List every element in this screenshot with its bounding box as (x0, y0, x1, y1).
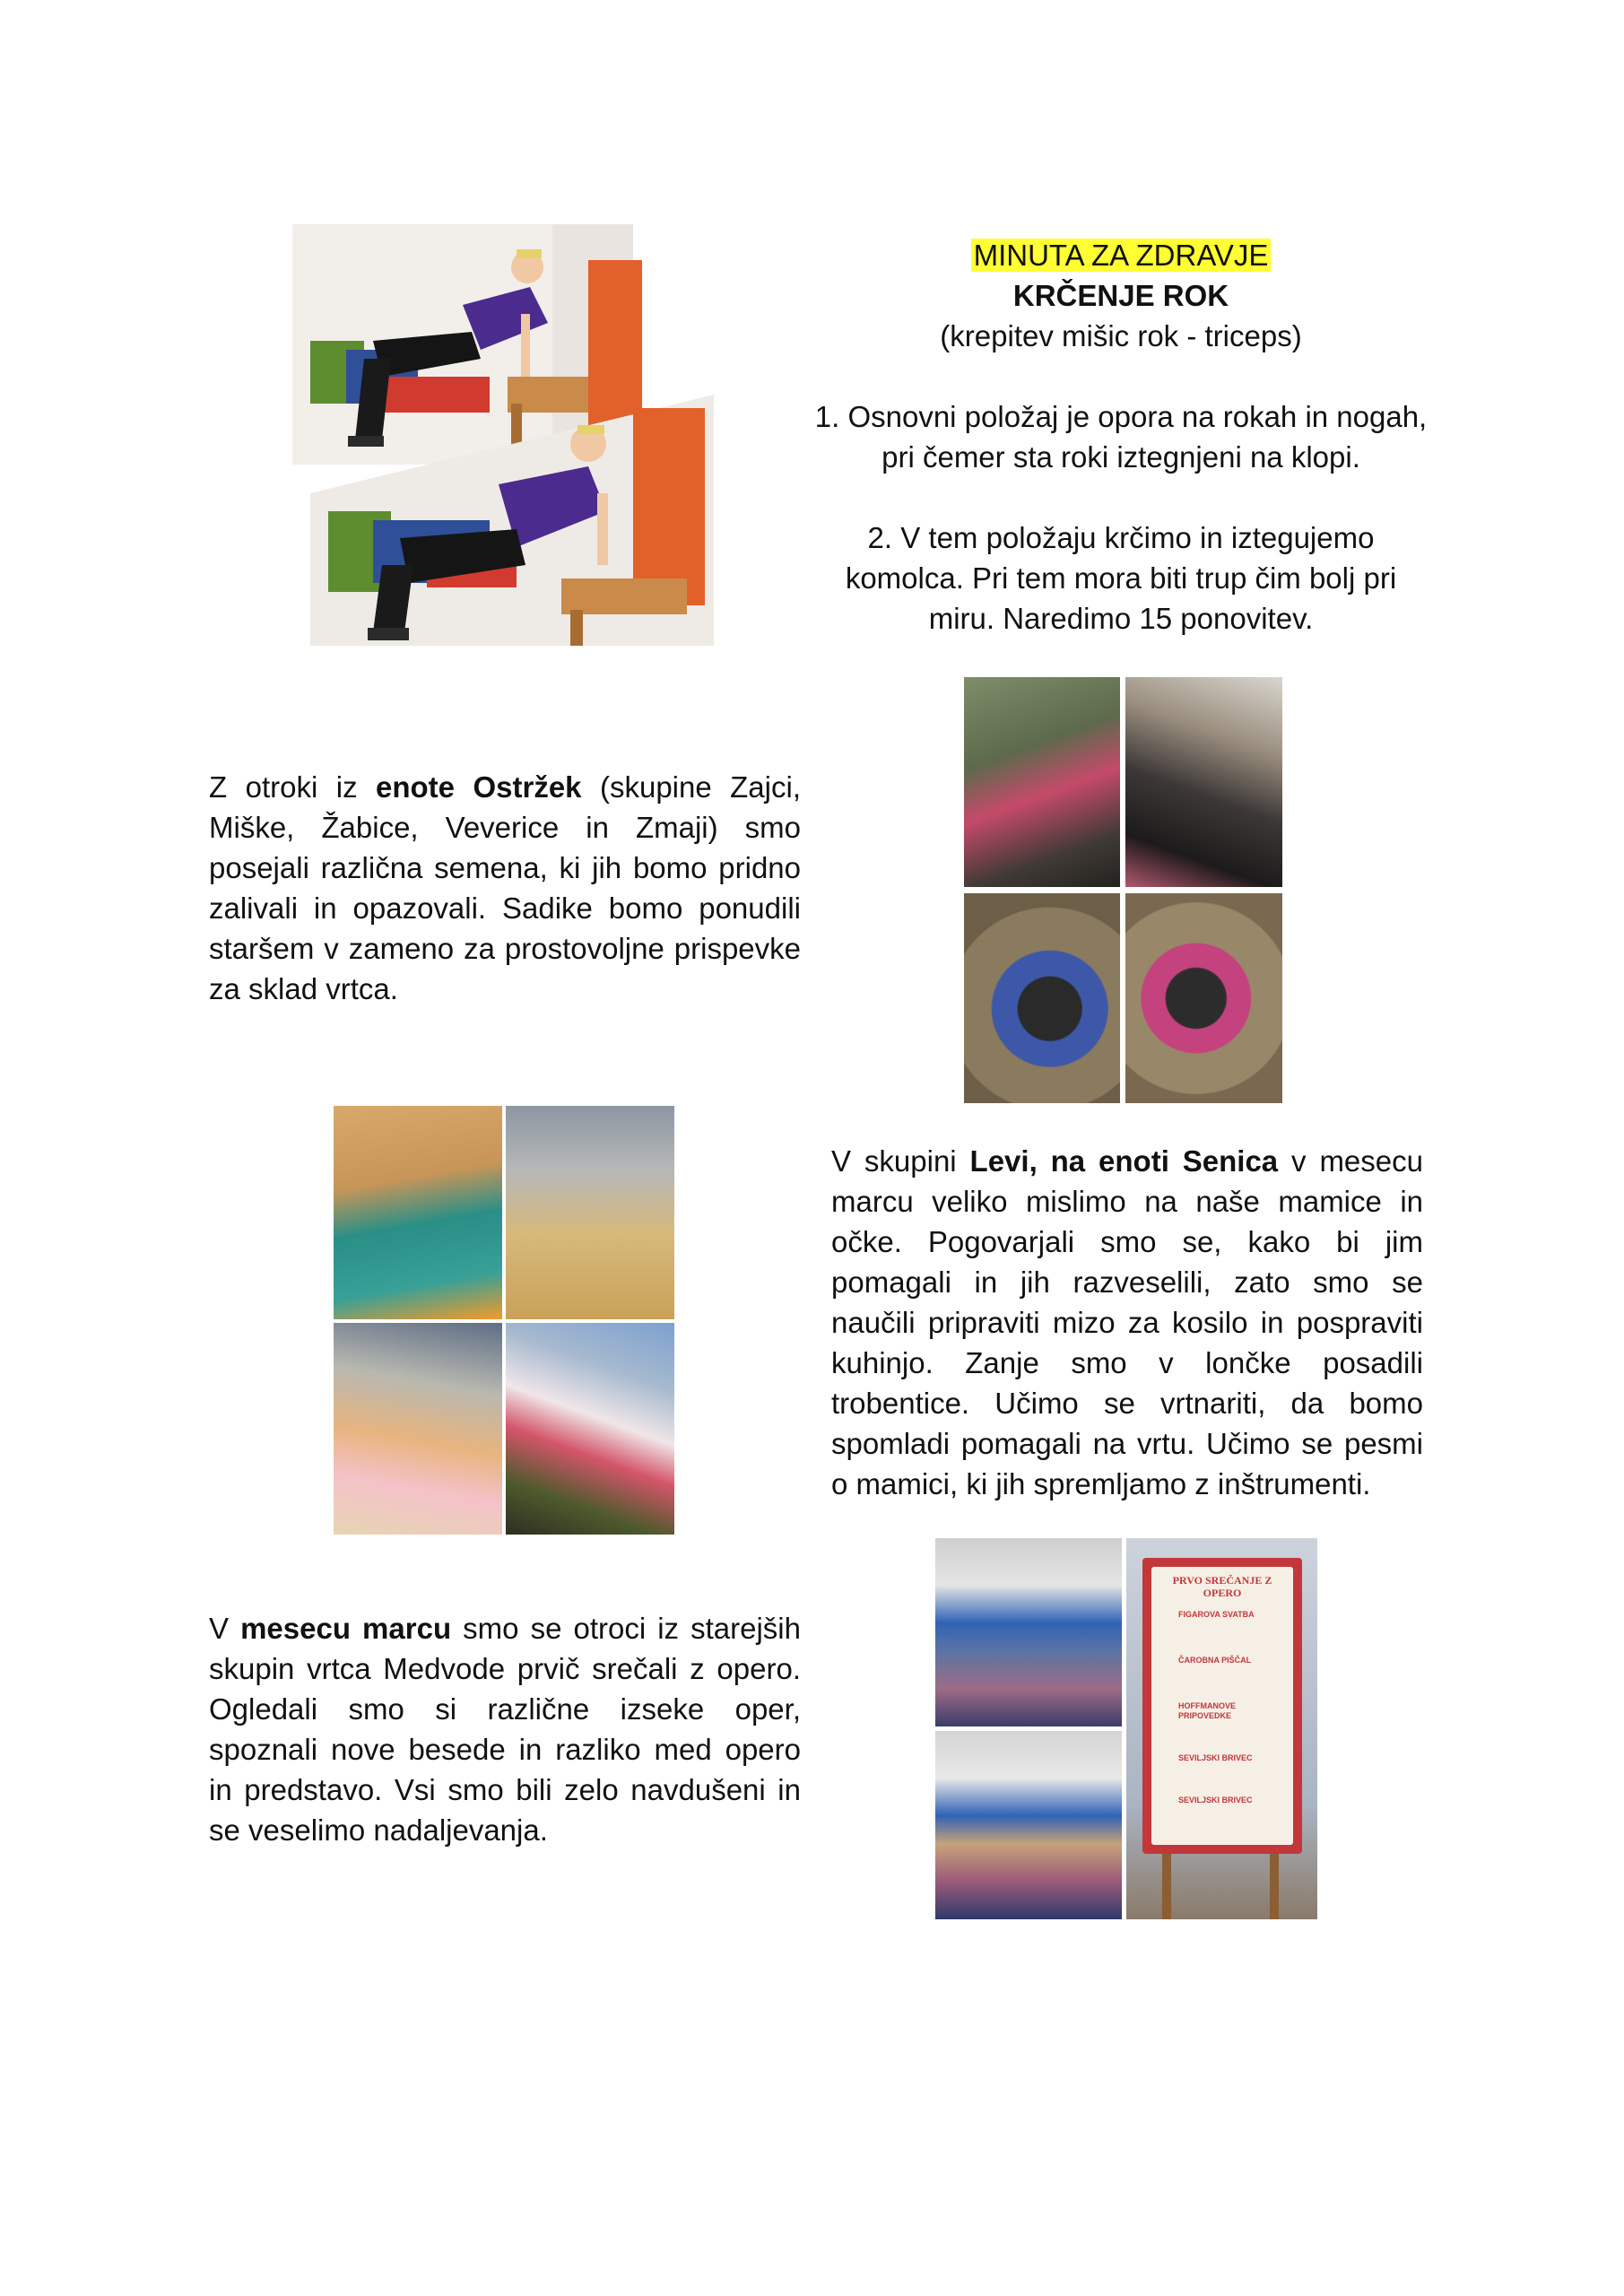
poster-item-1: FIGAROVA SVATBA (1178, 1610, 1255, 1619)
opera-photo-1 (935, 1538, 1122, 1726)
ostrzek-prefix: Z otroki iz (209, 770, 377, 804)
opera-prefix: V (209, 1612, 241, 1645)
opera-paragraph (209, 1608, 801, 1850)
exercise-text-block (812, 235, 1430, 639)
ostrzek-bold: enote Ostržek (376, 770, 582, 804)
senica-photo-4 (506, 1323, 674, 1535)
ostrzek-text: (skupine Zajci, Miške, Žabice, Veverice in Zmaji) smo posejali različna semena, ki jih bomo pridno zalivali in opazovali. Sadike bomo ponudili staršem v zameno za prostovoljne prispevke za sklad vrtca. (209, 770, 801, 1005)
seeds-photo-4 (1125, 893, 1282, 1103)
exercise-heading: MINUTA ZA ZDRAVJE (971, 239, 1272, 272)
opera-poster-title: PRVO SREČANJE Z OPERO (1172, 1574, 1272, 1599)
senica-photo-3 (334, 1323, 502, 1535)
seeds-photo-3 (964, 893, 1120, 1103)
exercise-step-2: 2. V tem položaju krčimo in iztegujemo komolca. Pri tem mora biti trup čim bolj pri miru. Naredimo 15 ponovitev. (845, 521, 1397, 635)
opera-text: smo se otroci iz starejših skupin vrtca Medvode prvič srečali z opero. Ogledali smo si različne izseke oper, spoznali nove besede in razliko med opero in predstavo. Vsi smo bili zelo navdušeni in se veselimo nadaljevanja. (209, 1612, 801, 1847)
senica-bold: Levi, na enoti Senica (969, 1144, 1279, 1178)
senica-text: v mesecu marcu veliko mislimo na naše mamice in očke. Pogovarjali smo se, kako bi jim pomagali in jih razveselili, zato smo se naučili pripraviti mizo za kosilo in pospraviti kuhinjo. Zanje smo v lončke posadili trobentice. Učimo se vrtnariti, da bomo spomladi pomagali na vrtu. Učimo se pesmi o mamici, ki jih spremljamo z inštrumenti. (831, 1144, 1423, 1500)
opera-collage (935, 1538, 1317, 1919)
seeds-photo-1 (964, 677, 1120, 887)
exercise-step-1: 1. Osnovni položaj je opora na rokah in nogah, pri čemer sta roki iztegnjeni na klopi. (814, 400, 1428, 474)
opera-poster-inner (1151, 1567, 1293, 1845)
poster-easel-leg-left (1162, 1854, 1171, 1919)
opera-photo-2 (935, 1731, 1122, 1919)
senica-collage (334, 1106, 674, 1535)
poster-item-2: ČAROBNA PIŠČAL (1178, 1656, 1252, 1665)
poster-item-3: HOFFMANOVE PRIPOVEDKE (1178, 1701, 1236, 1720)
poster-item-5: SEVILJSKI BRIVEC (1178, 1796, 1253, 1805)
poster-item-4: SEVILJSKI BRIVEC (1178, 1753, 1253, 1762)
exercise-photo-graphic (292, 224, 714, 646)
exercise-subtitle: (krepitev mišic rok - triceps) (940, 319, 1302, 352)
senica-paragraph (831, 1141, 1423, 1504)
exercise-title: KRČENJE ROK (1012, 279, 1229, 312)
opera-poster-photo (1126, 1538, 1317, 1919)
exercise-photo (292, 224, 714, 646)
senica-photo-1 (334, 1106, 502, 1319)
senica-photo-2 (506, 1106, 674, 1319)
senica-prefix: V skupini (831, 1144, 970, 1178)
seeds-collage (964, 677, 1282, 1103)
opera-poster-list (1178, 1610, 1277, 1805)
opera-bold: mesecu marcu (240, 1612, 452, 1645)
opera-poster (1142, 1558, 1302, 1854)
ostrzek-paragraph (209, 767, 801, 1009)
poster-easel-leg-right (1270, 1854, 1279, 1919)
seeds-photo-2 (1125, 677, 1282, 887)
